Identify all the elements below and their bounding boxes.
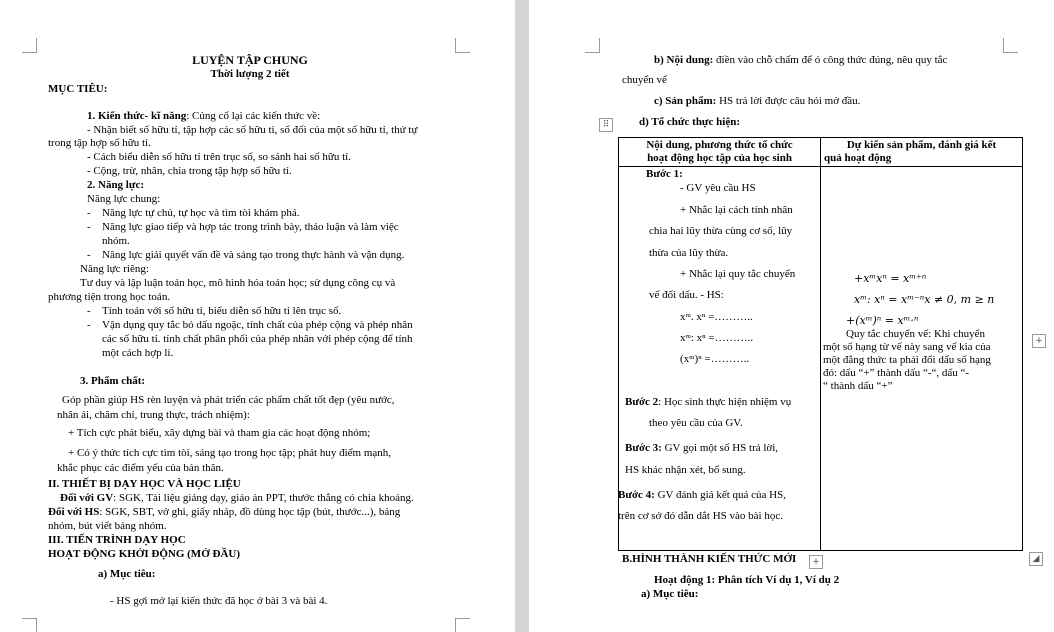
- section-heading: III. TIẾN TRÌNH DẠY HỌC: [48, 534, 186, 546]
- table-header-cell: Nội dung, phương thức tổ chức hoạt động học tập của học sinh: [619, 138, 821, 167]
- product-line: c) Sản phẩm: HS trả lời được câu hỏi mở đầu.: [654, 95, 861, 107]
- rule-text: “ thành dấu “+”: [823, 380, 893, 392]
- competence-item: Năng lực tự chủ, tự học và tìm tòi khám phá.: [102, 207, 300, 219]
- qualities-heading: 3. Phẩm chất:: [80, 375, 146, 387]
- activity-table: [618, 137, 1023, 551]
- teacher-materials: Đối với GV: SGK, Tài liệu giảng dạy, giáo án PPT, thước thẳng có chia khoảng.: [60, 492, 414, 504]
- formula-blank: xᵐ: xⁿ =………..: [680, 332, 754, 344]
- formula-blank: xᵐ. xⁿ =………..: [680, 311, 753, 323]
- crop-mark: [455, 38, 470, 53]
- crop-mark: [22, 38, 37, 53]
- aim-label: a) Mục tiêu:: [98, 568, 156, 580]
- knowledge-heading: 1. Kiến thức- kĩ năng: Củng cố lại các kiến thức về:: [87, 110, 321, 122]
- competence-item: Năng lực giải quyết vấn đề và sáng tạo trong thực hành và vận dụng.: [102, 249, 405, 261]
- qualities-text: nhân ái, chăm chỉ, trung thực, trách nhiệm):: [57, 409, 250, 421]
- answer-formula: xᵐ: xⁿ = xᵐ⁻ⁿx ≠ 0, m ≥ n: [854, 293, 995, 306]
- step-text: vế đổi dấu. - HS:: [649, 289, 724, 301]
- competence-item: Vận dụng quy tắc bỏ dấu ngoặc, tính chất của phép cộng và phép nhân: [102, 319, 413, 331]
- page-gutter: [515, 0, 529, 632]
- step-label: Bước 1:: [646, 168, 683, 180]
- aim-label: a) Mục tiêu:: [641, 588, 699, 600]
- activity-heading: HOẠT ĐỘNG KHỞI ĐỘNG (MỞ ĐẦU): [48, 548, 240, 560]
- qualities-item: + Có ý thức tích cực tìm tòi, sáng tạo trong học tập; phát huy điểm mạnh,: [68, 447, 392, 459]
- rule-text: một số hạng từ vế này sang vế kia của: [823, 341, 991, 353]
- competence-heading: 2. Năng lực:: [87, 179, 145, 191]
- qualities-item: khắc phục các điểm yếu của bản thân.: [57, 462, 224, 474]
- objectives-heading: MỤC TIÊU:: [48, 83, 108, 95]
- knowledge-item: - Nhận biết số hữu tỉ, tập hợp các số hữu tỉ, số đối của một số hữu tỉ, thứ tự: [87, 124, 418, 136]
- competence-item: các số hữu tỉ. tính chất phân phối của phép nhân với phép cộng để tính: [102, 333, 413, 345]
- table-add-column-button[interactable]: +: [1032, 334, 1046, 348]
- bullet-dash: -: [87, 249, 91, 261]
- step-text: + Nhắc lại cách tính nhân: [680, 204, 793, 216]
- competence-item: Năng lực giao tiếp và hợp tác trong trình bày, thảo luận và làm việc: [102, 221, 399, 233]
- student-materials: Đối với HS: SGK, SBT, vở ghi, giấy nháp, đồ dùng học tập (bút, thước...), bảng: [48, 506, 401, 518]
- step-text: + Nhắc lại quy tắc chuyển: [680, 268, 796, 280]
- competence-text: Tư duy và lập luận toán học, mô hình hóa toán học; sử dụng công cụ và: [80, 277, 396, 289]
- qualities-text: Góp phần giúp HS rèn luyện và phát triển các phẩm chất tốt đẹp (yêu nước,: [62, 394, 395, 406]
- organization-heading: d) Tổ chức thực hiện:: [639, 116, 741, 128]
- specific-competence-label: Năng lực riêng:: [80, 263, 149, 275]
- document-page-left: [0, 0, 515, 632]
- step-text: theo yêu cầu của GV.: [649, 417, 743, 429]
- table-header-cell: Dự kiến sản phẩm, đánh giá kết quả hoạt động: [821, 138, 1023, 167]
- table-add-row-button[interactable]: +: [809, 555, 823, 569]
- knowledge-item: - Cách biểu diễn số hữu tỉ trên trục số, so sánh hai số hữu tỉ.: [87, 151, 351, 163]
- competence-text: phương tiện trong học toán.: [48, 291, 171, 303]
- table-move-handle[interactable]: ⠿: [599, 118, 613, 132]
- answer-formula: +(xᵐ)ⁿ = xᵐ·ⁿ: [846, 314, 919, 327]
- bullet-dash: -: [87, 319, 91, 331]
- bullet-dash: -: [87, 207, 91, 219]
- activity-heading: Hoạt động 1: Phân tích Ví dụ 1, Ví dụ 2: [654, 574, 840, 586]
- content-line: b) Nội dung: điền vào chỗ chấm để ó công thức đúng, nêu quy tắc: [654, 54, 948, 66]
- step-line: Bước 3: GV gọi một số HS trả lời,: [625, 442, 779, 454]
- rule-text: Quy tắc chuyển vế: Khi chuyển: [846, 328, 985, 340]
- step-line: Bước 2: Học sinh thực hiện nhiệm vụ: [625, 396, 792, 408]
- qualities-item: + Tích cực phát biểu, xây dựng bài và tham gia các hoạt động nhóm;: [68, 427, 371, 439]
- bullet-dash: -: [87, 305, 91, 317]
- table-resize-handle[interactable]: ◢: [1029, 552, 1043, 566]
- competence-item: nhóm.: [102, 235, 130, 247]
- bullet-dash: -: [87, 221, 91, 233]
- competence-item: Tính toán với số hữu tỉ, biểu diễn số hữu tỉ lên trục số.: [102, 305, 342, 317]
- step-text: chia hai lũy thừa cùng cơ số, lũy: [649, 225, 793, 237]
- rule-text: một đẳng thức ta phải đổi dấu số hạng: [823, 354, 991, 366]
- crop-mark: [1003, 38, 1018, 53]
- section-heading: B.HÌNH THÀNH KIẾN THỨC MỚI: [622, 553, 797, 565]
- student-materials: nhóm, bút viết bảng nhóm.: [48, 520, 167, 532]
- lesson-duration: Thời lượng 2 tiết: [210, 68, 290, 80]
- general-competence-label: Năng lực chung:: [87, 193, 161, 205]
- competence-item: một cách hợp lí.: [102, 347, 174, 359]
- answer-formula: +xᵐxⁿ = xᵐ⁺ⁿ: [854, 272, 927, 285]
- step-text: - GV yêu cầu HS: [680, 182, 756, 194]
- lesson-title: LUYỆN TẬP CHUNG: [192, 53, 308, 67]
- rule-text: đó: dấu “+” thành dấu “-“, dấu “-: [823, 367, 970, 379]
- step-text: thừa của lũy thừa.: [649, 247, 729, 259]
- expected-result-cell: [821, 167, 1023, 551]
- document-page-right: [529, 0, 1054, 632]
- procedure-cell: [619, 167, 821, 551]
- knowledge-item: trong tập hợp số hữu tỉ.: [48, 137, 151, 149]
- step-text: trên cơ sở đó dẫn dắt HS vào bài học.: [618, 510, 783, 522]
- crop-mark: [455, 618, 470, 632]
- crop-mark: [585, 38, 600, 53]
- knowledge-item: - Cộng, trừ, nhân, chia trong tập hợp số hữu tỉ.: [87, 165, 292, 177]
- section-heading: II. THIẾT BỊ DẠY HỌC VÀ HỌC LIỆU: [48, 478, 241, 490]
- formula-blank: (xᵐ)ⁿ =………..: [680, 353, 750, 365]
- step-line: Bước 4: GV đánh giá kết quả của HS,: [618, 489, 786, 501]
- step-text: HS khác nhận xét, bổ sung.: [625, 464, 746, 476]
- crop-mark: [22, 618, 37, 632]
- content-line: chuyển vế: [622, 74, 667, 86]
- aim-text: - HS gợi mở lại kiến thức đã học ở bài 3 và bài 4.: [110, 595, 328, 607]
